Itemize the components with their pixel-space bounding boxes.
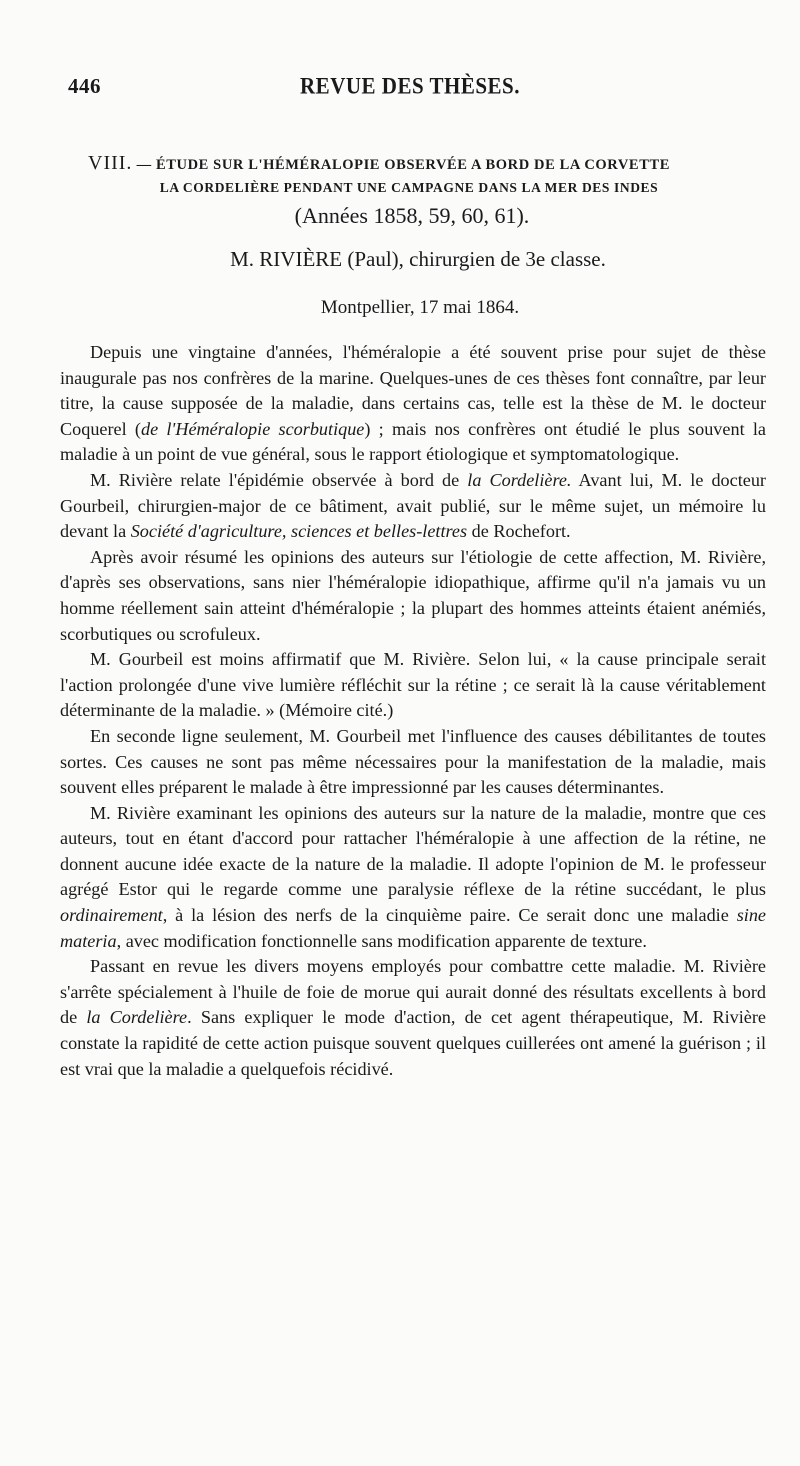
italic-text: Société d'agriculture, sciences et belles-lettres	[130, 521, 468, 542]
entry-years: (Années 1858, 59, 60, 61).	[294, 203, 530, 228]
paragraph-text: Avant lui, M. le docteur Gourbeil, chirurgien-major de ce bâtiment, avait publié, sur le même sujet, un mémoire lu devant la	[60, 469, 766, 542]
italic-text: sine materia	[60, 905, 766, 951]
paragraph-text: M. Gourbeil est moins affirmatif que M. Rivière. Selon lui, « la cause principale serait l'action prolongée d'une vive lumière réfléchit sur la rétine ; ce serait là la cause véritablement déterminante de la maladie. » (Mémoire cité.)	[60, 649, 766, 721]
italic-text: de l'Héméralopie scorbutique	[140, 418, 365, 439]
paragraph	[60, 724, 766, 801]
entry-title-line2: LA CORDELIÈRE PENDANT UNE CAMPAGNE DANS LA MER DES INDES	[159, 180, 659, 195]
entry-place-date: Montpellier, 17 mai 1864.	[320, 297, 520, 318]
paragraph-text: Après avoir résumé les opinions des auteurs sur l'étiologie de cette affection, M. Rivière, d'après ses observations, sans nier l'héméralopie idiopathique, affirme qu'il n'a jamais vu un homme réellement sain atteint d'héméralopie ; la plupart des hommes atteints étaient anémiés, scorbutiques ou scrofuleux.	[60, 546, 766, 644]
paragraph-text: de Rochefort.	[467, 521, 571, 542]
entry-author: M. RIVIÈRE (Paul), chirurgien de 3e classe.	[230, 247, 606, 271]
entry-number: VIII.	[88, 152, 133, 174]
italic-text: la Cordelière.	[467, 469, 572, 490]
running-title: REVUE DES THÈSES.	[300, 73, 520, 99]
italic-text: ordinairement	[60, 905, 163, 926]
paragraph-text: , avec modification fonctionnelle sans modification apparente de texture.	[116, 930, 647, 951]
page-header	[60, 74, 760, 104]
paragraph	[60, 340, 766, 468]
paragraph	[60, 954, 766, 1082]
paragraph-text: ) ; mais nos confrères ont étudié le plus souvent la maladie à un point de vue général, sous le rapport étiologique et symptomatologique.	[60, 418, 766, 465]
article-body	[60, 340, 766, 1082]
paragraph	[60, 801, 766, 955]
paragraph-text: . Sans expliquer le mode d'action, de cet agent thérapeutique, M. Rivière constate la rapidité de cette action puisque souvent quelques cuillerées ont amené la guérison ; il est vrai que la maladie a quelquefois récidivé.	[60, 1007, 766, 1079]
page-number: 446	[68, 74, 101, 98]
paragraph-text: En seconde ligne seulement, M. Gourbeil met l'influence des causes débilitantes de toutes sortes. Ces causes ne sont pas même nécessaires pour la manifestation de la maladie, mais souvent elles préparent le malade à être impressionné par les causes déterminantes.	[60, 725, 766, 798]
paragraph-text: Depuis une vingtaine d'années, l'héméralopie a été souvent prise pour sujet de thèse inaugurale pas nos confrères de la marine. Quelques-unes de ces thèses font connaître, par leur titre, la cause supposée de la maladie, dans certains cas, telle est la thèse de M. le docteur Coquerel (	[60, 342, 766, 439]
paragraph	[60, 647, 766, 724]
entry-title-line1	[88, 152, 778, 175]
paragraph	[60, 468, 766, 545]
paragraph-text: , à la lésion des nerfs de la cinquième paire. Ce serait donc une maladie	[162, 905, 737, 926]
paragraph-text: Passant en revue les divers moyens employés pour combattre cette maladie. M. Rivière s'arrête spécialement à l'huile de foie de morue qui aurait donné des résultats excellents à bord de	[60, 956, 766, 1028]
paragraph-text: M. Rivière relate l'épidémie observée à bord de	[90, 469, 468, 490]
entry-title-text: — ÉTUDE SUR L'HÉMÉRALOPIE OBSERVÉE A BORD DE LA CORVETTE	[136, 157, 671, 173]
paragraph-text: M. Rivière examinant les opinions des auteurs sur la nature de la maladie, montre que ces auteurs, tout en étant d'accord pour rattacher l'héméralopie à une affection de la rétine, ne donnent aucune idée exacte de la nature de la maladie. Il adopte l'opinion de M. le professeur agrégé Estor qui le regarde comme une paralysie réflexe de la rétine succédant, le plus	[60, 802, 766, 900]
paragraph	[60, 545, 766, 647]
italic-text: la Cordelière	[86, 1007, 188, 1028]
